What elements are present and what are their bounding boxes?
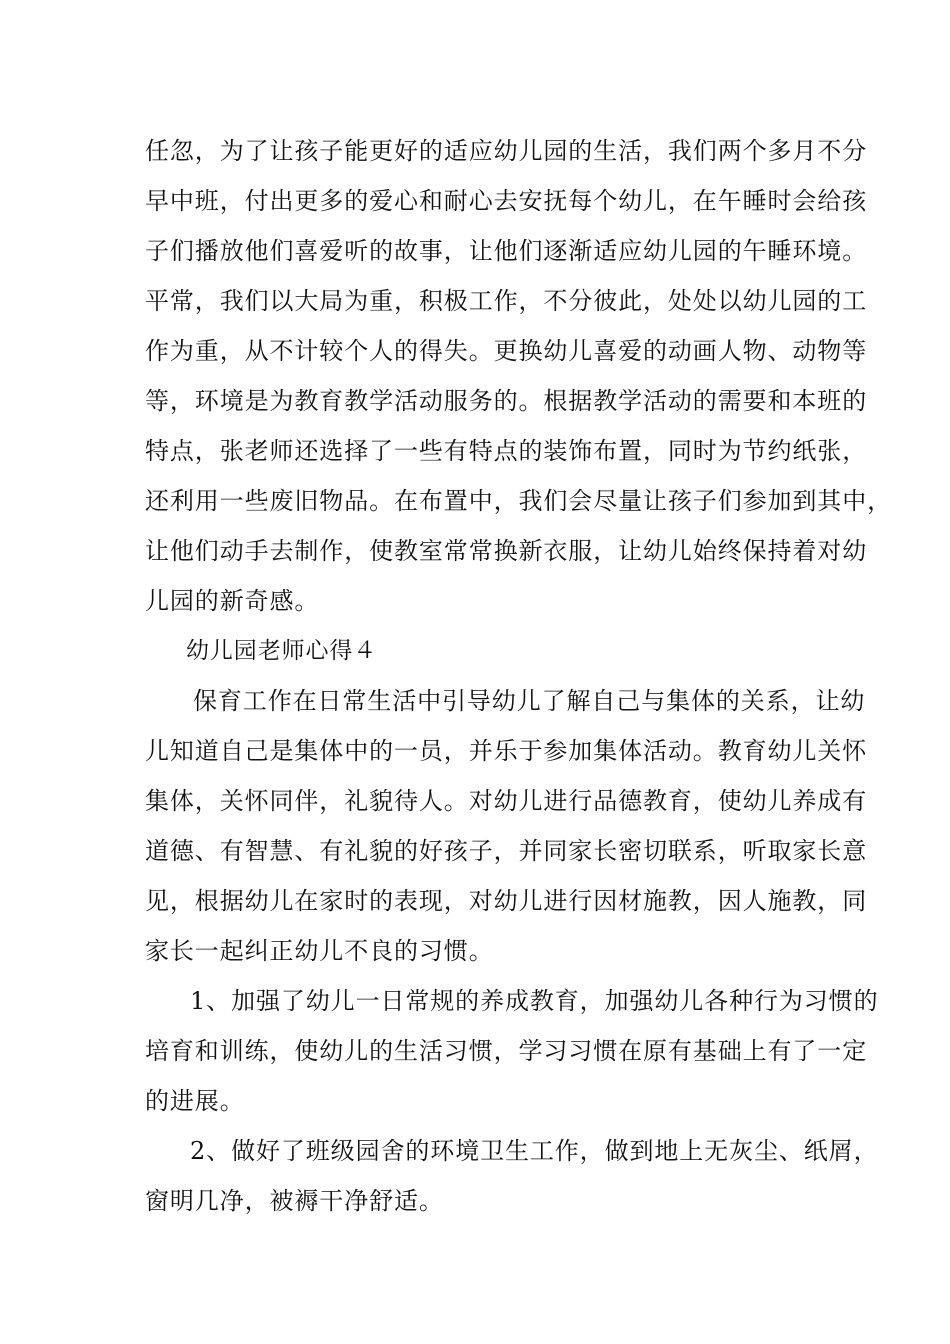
text-line: 作为重，从不计较个人的得失。更换幼儿喜爱的动画人物、动物等: [145, 337, 868, 365]
text-line: 儿知道自己是集体中的一员，并乐于参加集体活动。教育幼儿关怀: [145, 737, 868, 765]
text-line: 的进展。: [145, 1087, 245, 1115]
text-line: 见，根据幼儿在家时的表现，对幼儿进行因材施教，因人施教，同: [145, 887, 868, 915]
text-line: 2、做好了班级园舍的环境卫生工作，做到地上无灰尘、纸屑，: [190, 1137, 879, 1165]
text-line: 任忽，为了让孩子能更好的适应幼儿园的生活，我们两个多月不分: [145, 137, 868, 165]
text-line: 1、加强了幼儿一日常规的养成教育，加强幼儿各种行为习惯的: [190, 987, 879, 1015]
text-line: 让他们动手去制作，使教室常常换新衣服，让幼儿始终保持着对幼: [145, 537, 868, 565]
text-line: 培育和训练，使幼儿的生活习惯，学习习惯在原有基础上有了一定: [145, 1037, 868, 1065]
text-line: 平常，我们以大局为重，积极工作，不分彼此，处处以幼儿园的工: [145, 287, 868, 315]
text-line: 窗明几净，被褥干净舒适。: [145, 1187, 444, 1215]
text-line: 儿园的新奇感。: [145, 587, 320, 615]
text-line: 子们播放他们喜爱听的故事，让他们逐渐适应幼儿园的午睡环境。: [145, 237, 868, 265]
text-line: 家长一起纠正幼儿不良的习惯。: [145, 937, 494, 965]
text-line: 等，环境是为教育教学活动服务的。根据教学活动的需要和本班的: [145, 387, 868, 415]
section-heading: 幼儿园老师心得４: [186, 638, 378, 664]
text-line: 道德、有智慧、有礼貌的好孩子，并同家长密切联系，听取家长意: [145, 837, 868, 865]
text-line: 保育工作在日常生活中引导幼儿了解自己与集体的关系，让幼: [193, 687, 866, 715]
text-line: 还利用一些废旧物品。在布置中，我们会尽量让孩子们参加到其中，: [145, 487, 892, 515]
text-line: 早中班，付出更多的爱心和耐心去安抚每个幼儿，在午睡时会给孩: [145, 187, 868, 215]
text-line: 集体，关怀同伴，礼貌待人。对幼儿进行品德教育，使幼儿养成有: [145, 787, 868, 815]
text-line: 特点，张老师还选择了一些有特点的装饰布置，同时为节约纸张，: [145, 437, 868, 465]
